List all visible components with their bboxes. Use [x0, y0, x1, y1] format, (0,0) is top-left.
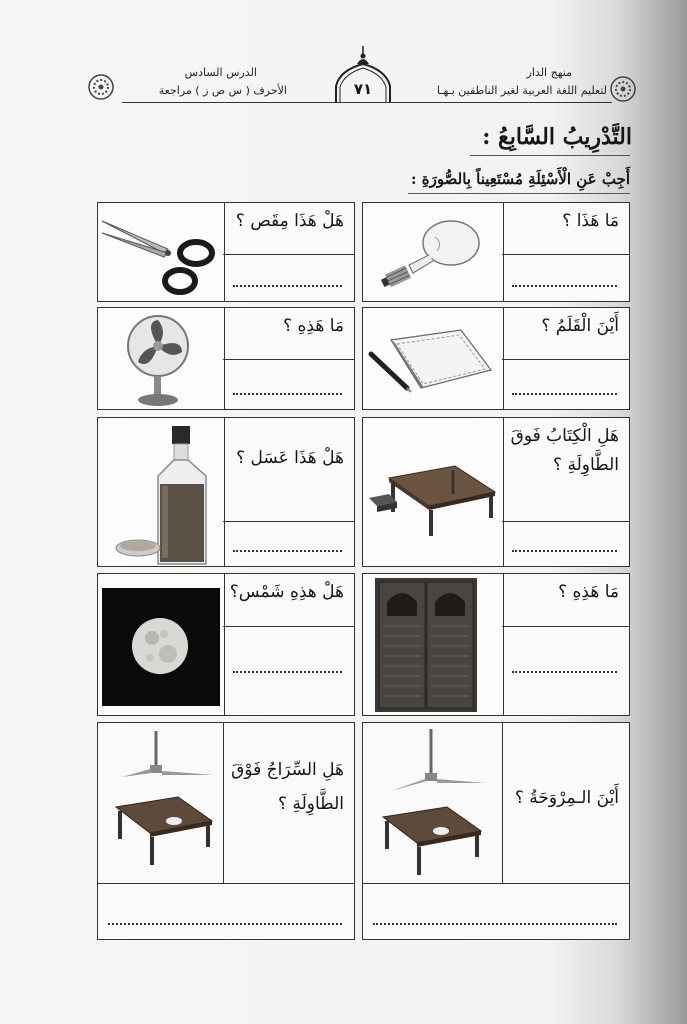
door-image [363, 574, 504, 715]
answer-field-10[interactable] [98, 882, 354, 939]
answer-field-4[interactable] [223, 360, 354, 409]
question-text-10: هَلِ السِّرَاجُ فَوْقَ الطَّاوِلَةِ ؟ [223, 723, 354, 883]
answer-field-5[interactable] [502, 522, 629, 566]
question-text-9: أَيْنَ الـمِرْوَحَةُ ؟ [502, 723, 629, 883]
answer-dotted-line [373, 923, 617, 925]
question-card-1 [362, 202, 630, 302]
pen-notebook-image [363, 308, 504, 409]
title-underline [470, 155, 630, 156]
answer-dotted-line [233, 285, 342, 287]
question-text-1: مَا هَذَا ؟ [502, 203, 629, 255]
fan-table-lamp-image [98, 723, 224, 883]
question-text-6: هَلْ هَذَا عَسَل ؟ [223, 418, 354, 522]
question-card-4 [97, 307, 355, 410]
answer-field-1[interactable] [502, 255, 629, 301]
letters-label: الأحرف ( س ص ز ) مراجعة [158, 84, 287, 97]
answer-field-3[interactable] [502, 360, 629, 409]
moon-image [98, 574, 225, 715]
question-card-2 [97, 202, 355, 302]
question-card-8 [97, 573, 355, 716]
question-text-4: مَا هَذِهِ ؟ [223, 308, 354, 360]
answer-dotted-line [512, 671, 617, 673]
instruction-underline [408, 193, 630, 194]
answer-dotted-line [233, 393, 342, 395]
question-10-top-row [98, 723, 354, 884]
lesson-label: الدرس السادس [184, 66, 257, 79]
exercise-title: التَّدْرِيبُ السَّابِعُ : [482, 124, 632, 150]
book-subtitle: لتعليم اللغة العربية لغير الناطقين بـهـا [436, 84, 607, 97]
honey-bottle-image [98, 418, 225, 566]
question-card-9 [362, 722, 630, 940]
question-card-3 [362, 307, 630, 410]
answer-dotted-line [233, 550, 342, 552]
question-card-10 [97, 722, 355, 940]
electric-fan-image [98, 308, 225, 409]
left-emblem-icon [88, 74, 114, 100]
fan-table-image [363, 723, 503, 883]
question-9-top-row [363, 723, 629, 884]
table-book-image [363, 418, 504, 566]
question-text-3: أَيْنَ الْقَلَمُ ؟ [502, 308, 629, 360]
question-card-6 [97, 417, 355, 567]
answer-dotted-line [512, 393, 617, 395]
question-card-5 [362, 417, 630, 567]
answer-field-6[interactable] [223, 522, 354, 566]
question-card-7 [362, 573, 630, 716]
answer-field-9[interactable] [363, 882, 629, 939]
answer-field-8[interactable] [223, 627, 354, 715]
question-text-2: هَلْ هَذَا مِقَص ؟ [223, 203, 354, 255]
answer-dotted-line [108, 923, 342, 925]
answer-dotted-line [233, 671, 342, 673]
scissors-image [98, 203, 225, 301]
right-emblem-icon [610, 76, 636, 102]
answer-dotted-line [512, 550, 617, 552]
question-text-8: هَلْ هذِهِ شَمْس؟ [223, 574, 354, 627]
answer-field-7[interactable] [502, 627, 629, 715]
page-number: ٧١ [353, 80, 373, 98]
answer-dotted-line [512, 285, 617, 287]
question-text-7: مَا هَذِهِ ؟ [502, 574, 629, 627]
book-title: منهج الدار [526, 66, 572, 79]
exercise-instruction: أَجِبْ عَنِ الْأَسْئِلَةِ مُسْتَعِيناً بِالصُّورَةِ : [411, 170, 630, 188]
answer-field-2[interactable] [223, 255, 354, 301]
header-rule [122, 102, 612, 103]
bulb-image [363, 203, 504, 301]
question-text-5: هَلِ الْكِتَابُ فَوقَ الطَّاوِلَةِ ؟ [502, 418, 629, 522]
